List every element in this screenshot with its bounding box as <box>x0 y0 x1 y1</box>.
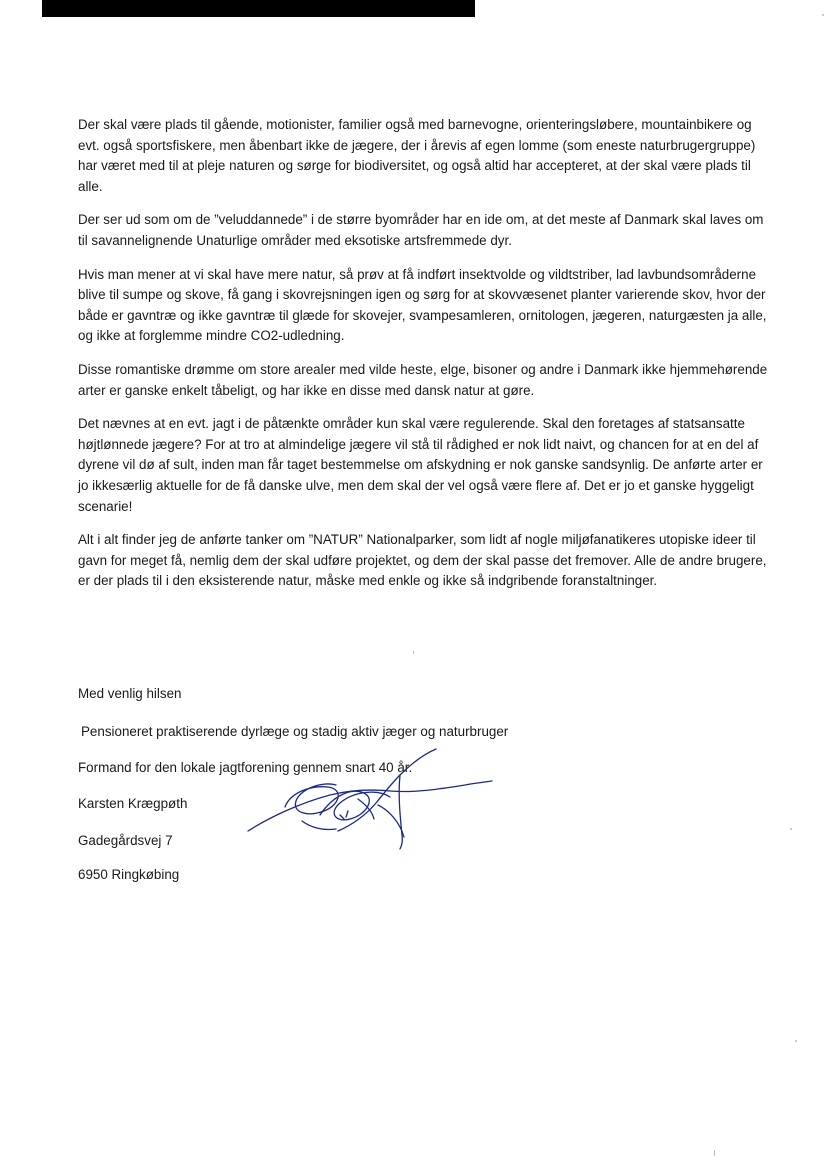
scan-speck <box>714 1150 715 1156</box>
paragraph-4: Disse romantiske drømme om store arealer med vilde heste, elge, bisoner og andre i Danmark ikke hjemmehørende arter er ganske enkelt tåbeligt, og har ikke en disse med dansk natur at gøre. <box>78 361 768 398</box>
handwritten-signature <box>240 745 500 855</box>
sender-name: Karsten Krægpøth <box>78 796 188 811</box>
paragraph-2: Der ser ud som om de ”veluddannede” i de større byområder har en ide om, at det meste af Danmark skal laves om til savannelignende Unaturlige områder med eksotiske artsfremmede dyr. <box>78 212 764 248</box>
redaction-bar <box>42 0 475 17</box>
sender-role: Formand for den lokale jagtforening gennem snart 40 år. <box>78 760 413 775</box>
letter-body <box>78 115 768 605</box>
greeting: Med venlig hilsen <box>78 686 182 701</box>
scan-speck <box>822 14 824 16</box>
paragraph-1: Der skal være plads til gående, motionister, familier også med barnevogne, orienteringsløbere, mountainbikere og evt. også sportsfiskere, men åbenbart ikke de jægere, der i årevis af egen lomme (som eneste naturbrugergruppe) har været med til at pleje naturen og sørge for biodiversitet, og også altid har accepteret, at der skal være plads til alle. <box>78 117 756 194</box>
scan-speck <box>795 1040 797 1042</box>
sender-city: 6950 Ringkøbing <box>78 867 180 882</box>
paragraph-6: Alt i alt finder jeg de anførte tanker om ”NATUR” Nationalparker, som lidt af nogle miljøfanatikeres utopiske ideer til gavn for meget få, nemlig dem der skal udføre projektet, og dem der skal passe det fremover. Alle de andre brugere, er der plads til i den eksisterende natur, måske med enkle og ikke så indgribende foranstaltninger. <box>78 532 767 589</box>
scan-speck <box>790 828 792 830</box>
scan-speck <box>413 651 414 654</box>
sender-title: Pensioneret praktiserende dyrlæge og stadig aktiv jæger og naturbruger <box>81 724 509 739</box>
paragraph-3: Hvis man mener at vi skal have mere natur, så prøv at få indført insektvolde og vildtstriber, lad lavbundsområderne blive til sumpe og skove, få gang i skovrejsningen igen og sørg for at skovvæsenet planter varierende skov, hvor der både er gavntræ og ikke gavntræ til glæde for skovejer, svampesamleren, ornitologen, jægeren, naturgæsten ja alle, og ikke at forglemme mindre CO2-udledning. <box>78 266 767 344</box>
paragraph-5: Det nævnes at en evt. jagt i de påtænkte områder kun skal være regulerende. Skal den foretages af statsansatte højtlønnede jægere? For at tro at almindelige jægere vil stå til rådighed er nok lidt naivt, og chancen for at en del af dyrene vil dø af sult, inden man får taget bestemmelse om afskydning er nok ganske sandsynlig. De anførte arter er jo ikkesærlig aktuelle for de få danske ulve, men dem skal der vel også være flere af. Det er jo et ganske hyggeligt scenarie! <box>78 416 763 514</box>
sender-street: Gadegårdsvej 7 <box>78 833 173 848</box>
